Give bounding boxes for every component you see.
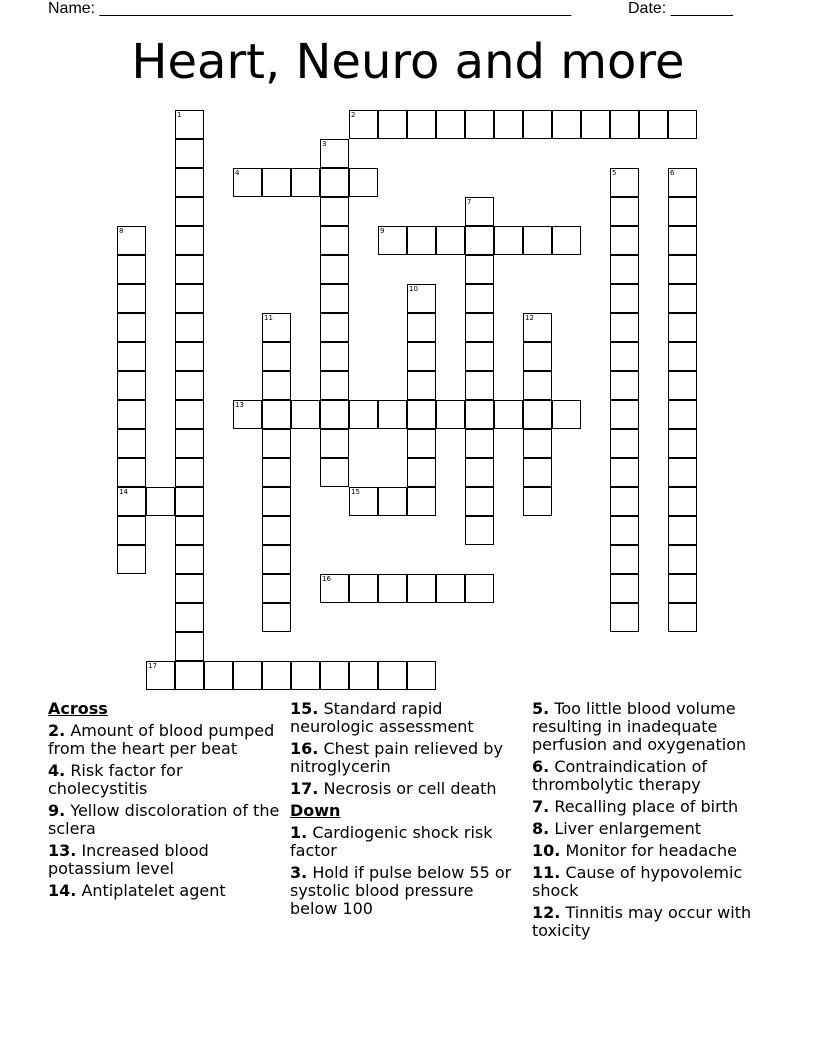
crossword-cell[interactable] — [262, 661, 291, 690]
crossword-cell[interactable] — [465, 284, 494, 313]
crossword-cell[interactable] — [262, 545, 291, 574]
crossword-cell[interactable] — [407, 342, 436, 371]
cell-number: 8 — [119, 227, 124, 235]
crossword-cell[interactable] — [320, 197, 349, 226]
crossword-cell[interactable] — [117, 313, 146, 342]
crossword-cell[interactable] — [407, 429, 436, 458]
clue-column-2 — [290, 700, 520, 922]
crossword-cell[interactable] — [436, 400, 465, 429]
crossword-cell[interactable] — [668, 197, 697, 226]
crossword-cell[interactable] — [349, 110, 378, 139]
crossword-cell[interactable] — [494, 226, 523, 255]
crossword-cell[interactable] — [262, 168, 291, 197]
crossword-cell[interactable] — [175, 139, 204, 168]
crossword-cell[interactable] — [262, 342, 291, 371]
cell-number: 6 — [670, 169, 675, 177]
crossword-cell[interactable] — [175, 661, 204, 690]
crossword-cell[interactable] — [610, 110, 639, 139]
crossword-cell[interactable] — [610, 255, 639, 284]
crossword-cell[interactable] — [378, 487, 407, 516]
crossword-cell[interactable] — [668, 603, 697, 632]
crossword-cell[interactable] — [552, 110, 581, 139]
crossword-cell[interactable] — [523, 458, 552, 487]
crossword-cell[interactable] — [117, 371, 146, 400]
crossword-cell[interactable] — [262, 429, 291, 458]
crossword-cell[interactable] — [175, 226, 204, 255]
crossword-cell[interactable] — [175, 284, 204, 313]
crossword-cell[interactable] — [146, 487, 175, 516]
crossword-cell[interactable] — [175, 313, 204, 342]
crossword-cell[interactable] — [175, 400, 204, 429]
clue-down-5: 5. Too little blood volume resulting in inadequate perfusion and oxygenation — [532, 699, 747, 754]
crossword-cell[interactable] — [349, 487, 378, 516]
crossword-cell[interactable] — [117, 458, 146, 487]
clue-down-10: 10. Monitor for headache — [532, 841, 737, 860]
crossword-cell[interactable] — [465, 226, 494, 255]
crossword-cell[interactable] — [262, 603, 291, 632]
clue-column-1 — [48, 700, 280, 904]
crossword-cell[interactable] — [117, 487, 146, 516]
crossword-cell[interactable] — [610, 197, 639, 226]
crossword-cell[interactable] — [378, 400, 407, 429]
crossword-cell[interactable] — [610, 458, 639, 487]
crossword-cell[interactable] — [610, 603, 639, 632]
crossword-cell[interactable] — [668, 284, 697, 313]
crossword-cell[interactable] — [523, 429, 552, 458]
crossword-cell[interactable] — [320, 429, 349, 458]
cell-number: 7 — [467, 198, 472, 206]
crossword-cell[interactable] — [146, 661, 175, 690]
crossword-cell[interactable] — [378, 110, 407, 139]
crossword-cell[interactable] — [610, 313, 639, 342]
crossword-cell[interactable] — [407, 371, 436, 400]
crossword-cell[interactable] — [175, 458, 204, 487]
crossword-cell[interactable] — [117, 545, 146, 574]
crossword-cell[interactable] — [407, 458, 436, 487]
clue-across-14: 14. Antiplatelet agent — [48, 881, 226, 900]
crossword-cell[interactable] — [610, 487, 639, 516]
crossword-cell[interactable] — [320, 342, 349, 371]
crossword-cell[interactable] — [175, 197, 204, 226]
clue-down-8: 8. Liver enlargement — [532, 819, 702, 838]
crossword-cell[interactable] — [175, 371, 204, 400]
crossword-cell[interactable] — [668, 429, 697, 458]
crossword-cell[interactable] — [175, 545, 204, 574]
page-title: Heart, Neuro and more — [131, 34, 685, 90]
clue-across-2: 2. Amount of blood pumped from the heart per beat — [48, 721, 275, 758]
crossword-cell[interactable] — [668, 255, 697, 284]
crossword-cell[interactable] — [523, 342, 552, 371]
crossword-cell[interactable] — [407, 661, 436, 690]
crossword-cell[interactable] — [262, 400, 291, 429]
crossword-cell[interactable] — [262, 458, 291, 487]
down-heading: Down — [290, 801, 341, 820]
clue-down-7: 7. Recalling place of birth — [532, 797, 739, 816]
clue-across-4: 4. Risk factor for cholecystitis — [48, 761, 183, 798]
crossword-cell[interactable] — [117, 284, 146, 313]
crossword-cell[interactable] — [465, 487, 494, 516]
cell-number: 16 — [322, 575, 331, 583]
crossword-cell[interactable] — [117, 255, 146, 284]
crossword-cell[interactable] — [117, 400, 146, 429]
crossword-cell[interactable] — [175, 603, 204, 632]
crossword-cell[interactable] — [668, 371, 697, 400]
crossword-cell[interactable] — [465, 255, 494, 284]
crossword-cell[interactable] — [465, 342, 494, 371]
crossword-cell[interactable] — [407, 574, 436, 603]
crossword-cell[interactable] — [407, 313, 436, 342]
crossword-cell[interactable] — [233, 400, 262, 429]
crossword-cell[interactable] — [349, 661, 378, 690]
crossword-cell[interactable] — [349, 574, 378, 603]
crossword-cell[interactable] — [262, 487, 291, 516]
cell-number: 9 — [380, 227, 385, 235]
crossword-cell[interactable] — [320, 284, 349, 313]
crossword-cell[interactable] — [436, 226, 465, 255]
cell-number: 10 — [409, 285, 418, 293]
crossword-cell[interactable] — [262, 574, 291, 603]
crossword-cell[interactable] — [436, 110, 465, 139]
across-heading: Across — [48, 699, 108, 718]
crossword-cell[interactable] — [291, 168, 320, 197]
crossword-cell[interactable] — [668, 545, 697, 574]
crossword-cell[interactable] — [465, 400, 494, 429]
clue-down-12: 12. Tinnitis may occur with toxicity — [532, 903, 752, 940]
crossword-cell[interactable] — [523, 313, 552, 342]
cell-number: 4 — [235, 169, 240, 177]
crossword-cell[interactable] — [262, 371, 291, 400]
crossword-cell[interactable] — [436, 574, 465, 603]
cell-number: 12 — [525, 314, 534, 322]
clue-across-17: 17. Necrosis or cell death — [290, 779, 497, 798]
clue-across-13: 13. Increased blood potassium level — [48, 841, 209, 878]
cell-number: 17 — [148, 662, 157, 670]
crossword-cell[interactable] — [407, 400, 436, 429]
crossword-cell[interactable] — [291, 661, 320, 690]
crossword-cell[interactable] — [320, 371, 349, 400]
crossword-cell[interactable] — [175, 574, 204, 603]
crossword-cell[interactable] — [465, 371, 494, 400]
clue-across-15: 15. Standard rapid neurologic assessment — [290, 699, 474, 736]
crossword-cell[interactable] — [610, 545, 639, 574]
clue-down-3: 3. Hold if pulse below 55 or systolic blood pressure below 100 — [290, 863, 512, 918]
crossword-cell[interactable] — [610, 342, 639, 371]
crossword-cell[interactable] — [320, 226, 349, 255]
cell-number: 13 — [235, 401, 244, 409]
crossword-cell[interactable] — [320, 139, 349, 168]
clue-down-11: 11. Cause of hypovolemic shock — [532, 863, 743, 900]
cell-number: 1 — [177, 111, 182, 119]
crossword-cell[interactable] — [523, 487, 552, 516]
crossword-cell[interactable] — [523, 226, 552, 255]
crossword-cell[interactable] — [320, 661, 349, 690]
cell-number: 15 — [351, 488, 360, 496]
clue-down-1: 1. Cardiogenic shock risk factor — [290, 823, 493, 860]
crossword-cell[interactable] — [320, 255, 349, 284]
crossword-cell[interactable] — [117, 226, 146, 255]
cell-number: 2 — [351, 111, 356, 119]
crossword-cell[interactable] — [117, 342, 146, 371]
crossword-cell[interactable] — [465, 458, 494, 487]
crossword-cell[interactable] — [407, 487, 436, 516]
crossword-cell[interactable] — [668, 458, 697, 487]
crossword-cell[interactable] — [610, 400, 639, 429]
cell-number: 14 — [119, 488, 128, 496]
crossword-cell[interactable] — [465, 313, 494, 342]
crossword-cell[interactable] — [175, 110, 204, 139]
crossword-cell[interactable] — [668, 574, 697, 603]
clue-across-16: 16. Chest pain relieved by nitroglycerin — [290, 739, 503, 776]
crossword-cell[interactable] — [494, 400, 523, 429]
crossword-cell[interactable] — [523, 400, 552, 429]
cell-number: 5 — [612, 169, 617, 177]
crossword-cell[interactable] — [349, 400, 378, 429]
clue-column-3 — [532, 700, 772, 944]
crossword-cell[interactable] — [610, 429, 639, 458]
crossword-cell[interactable] — [610, 284, 639, 313]
crossword-cell[interactable] — [610, 371, 639, 400]
name-field-label: Name: _____________________________________________________ — [48, 0, 572, 17]
crossword-cell[interactable] — [465, 197, 494, 226]
crossword-cell[interactable] — [668, 487, 697, 516]
crossword-cell[interactable] — [581, 110, 610, 139]
crossword-cell[interactable] — [552, 226, 581, 255]
crossword-cell[interactable] — [523, 371, 552, 400]
crossword-cell[interactable] — [668, 400, 697, 429]
crossword-cell[interactable] — [233, 168, 262, 197]
crossword-cell[interactable] — [320, 168, 349, 197]
crossword-cell[interactable] — [378, 661, 407, 690]
crossword-cell[interactable] — [349, 168, 378, 197]
crossword-cell[interactable] — [175, 487, 204, 516]
crossword-cell[interactable] — [465, 516, 494, 545]
crossword-cell[interactable] — [175, 255, 204, 284]
crossword-cell[interactable] — [233, 661, 262, 690]
date-field-label: Date: _______ — [628, 0, 733, 17]
cell-number: 3 — [322, 140, 327, 148]
crossword-cell[interactable] — [407, 110, 436, 139]
crossword-cell[interactable] — [262, 516, 291, 545]
crossword-cell[interactable] — [320, 400, 349, 429]
crossword-cell[interactable] — [668, 313, 697, 342]
crossword-cell[interactable] — [320, 458, 349, 487]
crossword-cell[interactable] — [175, 342, 204, 371]
crossword-cell[interactable] — [204, 661, 233, 690]
crossword-cell[interactable] — [320, 574, 349, 603]
crossword-cell[interactable] — [117, 429, 146, 458]
crossword-cell[interactable] — [610, 516, 639, 545]
crossword-cell[interactable] — [465, 429, 494, 458]
crossword-cell[interactable] — [175, 516, 204, 545]
crossword-cell[interactable] — [262, 313, 291, 342]
crossword-cell[interactable] — [175, 429, 204, 458]
crossword-cell[interactable] — [175, 168, 204, 197]
crossword-cell[interactable] — [378, 574, 407, 603]
clue-down-6: 6. Contraindication of thrombolytic therapy — [532, 757, 708, 794]
crossword-cell[interactable] — [668, 342, 697, 371]
crossword-cell[interactable] — [552, 400, 581, 429]
crossword-cell[interactable] — [175, 632, 204, 661]
crossword-cell[interactable] — [523, 110, 552, 139]
cell-number: 11 — [264, 314, 273, 322]
crossword-cell[interactable] — [668, 110, 697, 139]
crossword-cell[interactable] — [610, 226, 639, 255]
crossword-cell[interactable] — [320, 313, 349, 342]
crossword-cell[interactable] — [117, 516, 146, 545]
crossword-cell[interactable] — [610, 574, 639, 603]
crossword-cell[interactable] — [291, 400, 320, 429]
crossword-cell[interactable] — [668, 226, 697, 255]
crossword-cell[interactable] — [407, 226, 436, 255]
crossword-cell[interactable] — [465, 574, 494, 603]
crossword-cell[interactable] — [378, 226, 407, 255]
clue-across-9: 9. Yellow discoloration of the sclera — [48, 801, 280, 838]
crossword-cell[interactable] — [639, 110, 668, 139]
crossword-cell[interactable] — [494, 110, 523, 139]
crossword-cell[interactable] — [465, 110, 494, 139]
crossword-cell[interactable] — [610, 168, 639, 197]
crossword-cell[interactable] — [407, 284, 436, 313]
crossword-cell[interactable] — [668, 516, 697, 545]
crossword-cell[interactable] — [668, 168, 697, 197]
